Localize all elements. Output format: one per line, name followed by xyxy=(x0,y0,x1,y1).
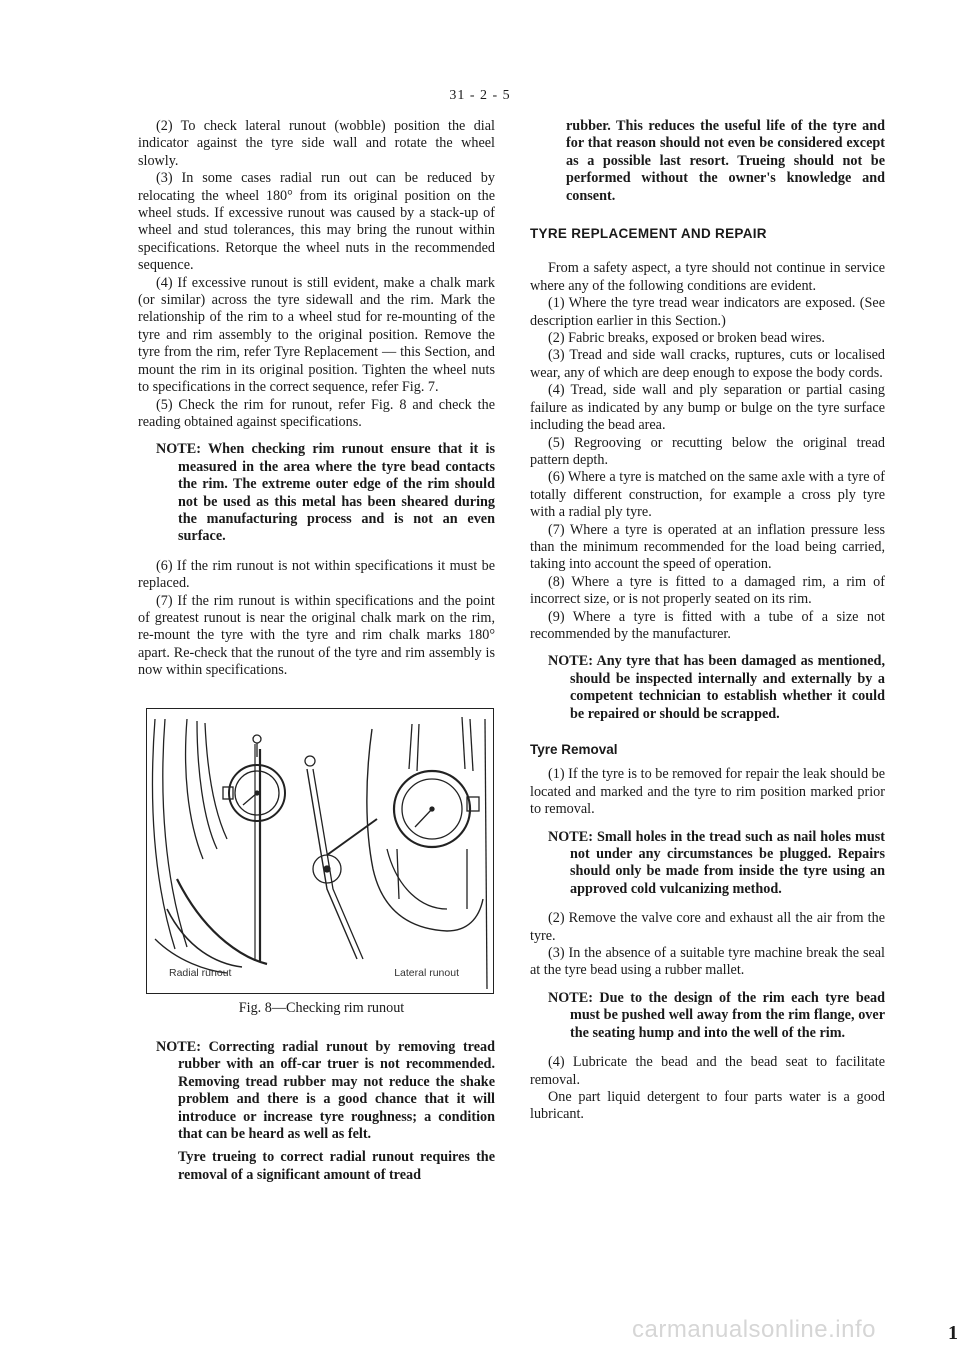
rim-runout-figure xyxy=(146,708,494,994)
site-watermark: carmanualsonline.info xyxy=(632,1316,876,1343)
condition-9: (9) Where a tyre is fitted with a tube of a size not recommended by the manufacturer. xyxy=(530,608,885,642)
removal-step-4: (4) Lubricate the bead and the bead seat to facilitate removal. xyxy=(530,1054,885,1088)
section-heading-tyre-replacement: TYRE REPLACEMENT AND REPAIR xyxy=(530,226,767,242)
condition-2: (2) Fabric breaks, exposed or broken bead wires. xyxy=(548,330,825,347)
nail-holes-note: NOTE: Small holes in the tread such as nail holes must not under any circumstances be plugged. Repairs should only be made from inside the tyre using an approved cold vulcanizing method. xyxy=(548,828,885,897)
condition-8: (8) Where a tyre is fitted to a damaged rim, a rim of incorrect size, or is not properly seated on its rim. xyxy=(530,573,885,608)
step-7-paragraph: (7) If the rim runout is within specifications and the point of greatest runout is near the original chalk mark on the rim, re-mount the tyre with the tyre and rim chalk marks 180° apart. Re-check that the runout of the tyre and rim assembly is now within specifications. xyxy=(138,592,495,679)
step-2-paragraph: (2) To check lateral runout (wobble) position the dial indicator against the tyre side wall and rotate the wheel slowly. xyxy=(138,118,495,169)
condition-5: (5) Regrooving or recutting below the original tread pattern depth. xyxy=(530,434,885,468)
step-4-paragraph: (4) If excessive runout is still evident, make a chalk mark (or similar) across the tyre sidewall and the rim. Mark the relationship of the rim to a wheel stud for re-mounting of the tyre and rim assembly to the original position. Remove the tyre from the rim, refer Tyre Replacement — this Section, and mount the rim in its original position. Tighten the wheel nuts to specifications in the correct sequence, refer Fig. 7. xyxy=(138,274,495,396)
condition-3: (3) Tread and side wall cracks, ruptures, cuts or localised wear, any of which are deep enough to expose the body cords. xyxy=(530,347,885,381)
trueing-warning: rubber. This reduces the useful life of the tyre and for that reason should not even be considered except as a possible last resort. Trueing should not be performed without the owner's knowledge and consent. xyxy=(566,118,885,204)
intro-paragraph: From a safety aspect, a tyre should not continue in service where any of the following conditions are evident. xyxy=(530,260,885,294)
bead-note: NOTE: Due to the design of the rim each tyre bead must be pushed well away from the rim flange, over the seating hump and into the well of the rim. xyxy=(548,989,885,1041)
condition-1: (1) Where the tyre tread wear indicators are exposed. (See description earlier in this Section.) xyxy=(530,295,885,329)
right-column xyxy=(530,118,885,1124)
corner-mark: 1 xyxy=(948,1322,958,1344)
subheading-tyre-removal: Tyre Removal xyxy=(530,742,618,757)
damaged-tyre-note: NOTE: Any tyre that has been damaged as mentioned, should be inspected internally and externally by a competent technician to establish whether it could be repaired or should be scrapped. xyxy=(548,653,885,722)
left-column xyxy=(138,118,495,1196)
step-6-paragraph: (6) If the rim runout is not within specifications it must be replaced. xyxy=(138,557,495,592)
condition-7: (7) Where a tyre is operated at an inflation pressure less than the minimum recommended for the load being carried, taking into account the speed of operation. xyxy=(530,521,885,573)
rim-runout-note: NOTE: When checking rim runout ensure that it is measured in the area where the tyre bead contacts the rim. The extreme outer edge of the rim should not be used as this metal has been sheared during the manufacturing process and is not an even surface. xyxy=(156,441,495,545)
tread-rubber-note-continued: Tyre trueing to correct radial runout requires the removal of a significant amount of tread xyxy=(178,1149,495,1183)
removal-step-3: (3) In the absence of a suitable tyre machine break the seal at the tyre bead using a rubber mallet. xyxy=(530,945,885,979)
step-5-paragraph: (5) Check the rim for runout, refer Fig. 8 and check the reading obtained against specifications. xyxy=(138,396,495,430)
removal-step-1: (1) If the tyre is to be removed for repair the leak should be located and marked and the tyre to rim position marked prior to removal. xyxy=(530,766,885,818)
lateral-runout-label: Lateral runout xyxy=(394,967,459,980)
radial-runout-label: Radial runout xyxy=(169,967,232,980)
tread-rubber-note xyxy=(138,1039,495,1184)
condition-6: (6) Where a tyre is matched on the same axle with a tyre of totally different construction, for example a cross ply tyre with a radial ply tyre. xyxy=(530,469,885,521)
figure-caption: Fig. 8—Checking rim runout xyxy=(238,999,405,1016)
tread-rubber-note-text: NOTE: Correcting radial runout by removing tread rubber with an off-car truer is not recommended. Removing tread rubber may not reduce the shake problem and there is a good chance that it will introduce or increase tyre roughness; a condition that can be heard as well as felt. xyxy=(156,1039,495,1143)
removal-step-2: (2) Remove the valve core and exhaust all the air from the tyre. xyxy=(530,910,885,944)
condition-4: (4) Tread, side wall and ply separation or partial casing failure as indicated by any bump or bulge on the tyre surface including the bead area. xyxy=(530,382,885,434)
rim-runout-illustration xyxy=(147,709,494,994)
lubricant-paragraph: One part liquid detergent to four parts water is a good lubricant. xyxy=(530,1088,885,1123)
page-number: 31 - 2 - 5 xyxy=(449,88,511,103)
step-3-paragraph: (3) In some cases radial run out can be reduced by relocating the wheel 180° from its original position on the wheel studs. If excessive runout was caused by a stack-up of wheel and stud tolerances, this may bring the runout within specifications. Retorque the wheel nuts in the recommended sequence. xyxy=(138,170,495,274)
